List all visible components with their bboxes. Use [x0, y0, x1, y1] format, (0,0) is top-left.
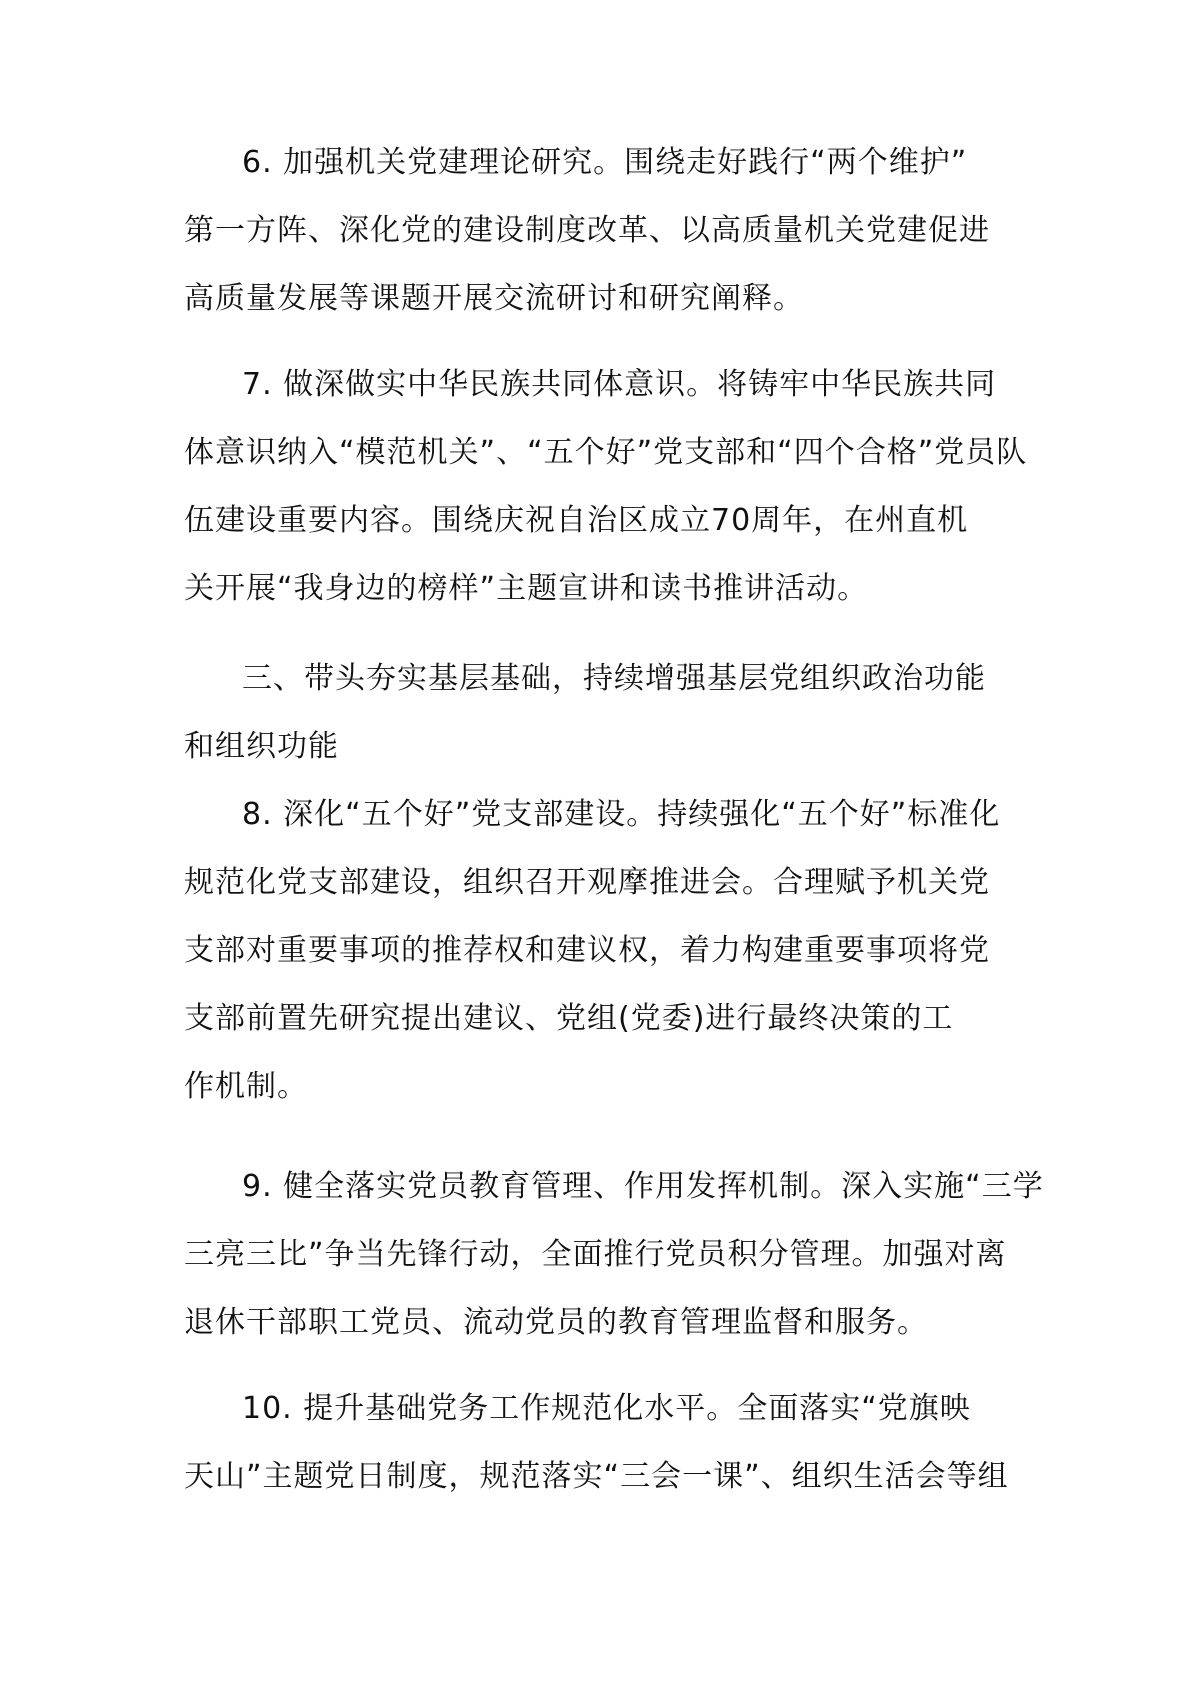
text-line-8: 8. 深化“五个好”党支部建设。持续强化“五个好”标准化: [242, 797, 1001, 832]
text-line-13: 9. 健全落实党员教育管理、作用发挥机制。深入实施“三学: [242, 1169, 1044, 1204]
text-line-11: 支部前置先研究提出建议、党组(党委)进行最终决策的工: [184, 1001, 954, 1036]
text-line-9: 规范化党支部建设，组织召开观摩推进会。合理赋予机关党: [184, 865, 990, 900]
section-heading-line-1: 三、带头夯实基层基础，持续增强基层党组织政治功能: [242, 661, 986, 696]
text-line-6: 伍建设重要内容。围绕庆祝自治区成立70周年，在州直机: [184, 503, 969, 538]
text-line-1: 6. 加强机关党建理论研究。围绕走好践行“两个维护”: [242, 145, 968, 180]
text-line-16: 10. 提升基础党务工作规范化水平。全面落实“党旗映: [242, 1391, 971, 1426]
text-line-2: 第一方阵、深化党的建设制度改革、以高质量机关党建促进: [184, 213, 990, 248]
text-line-10: 支部对重要事项的推荐权和建议权，着力构建重要事项将党: [184, 933, 990, 968]
text-line-3: 高质量发展等课题开展交流研讨和研究阐释。: [184, 281, 804, 316]
text-line-5: 体意识纳入“模范机关”、“五个好”党支部和“四个合格”党员队: [184, 435, 1028, 470]
section-heading-line-2: 和组织功能: [184, 729, 339, 764]
text-line-15: 退休干部职工党员、流动党员的教育管理监督和服务。: [184, 1305, 928, 1340]
text-line-17: 天山”主题党日制度，规范落实“三会一课”、组织生活会等组: [184, 1459, 1009, 1494]
text-line-4: 7. 做深做实中华民族共同体意识。将铸牢中华民族共同: [242, 367, 997, 402]
text-line-14: 三亮三比”争当先锋行动，全面推行党员积分管理。加强对离: [184, 1237, 1007, 1272]
text-line-12: 作机制。: [184, 1069, 308, 1104]
text-line-7: 关开展“我身边的榜样”主题宣讲和读书推讲活动。: [184, 571, 869, 606]
